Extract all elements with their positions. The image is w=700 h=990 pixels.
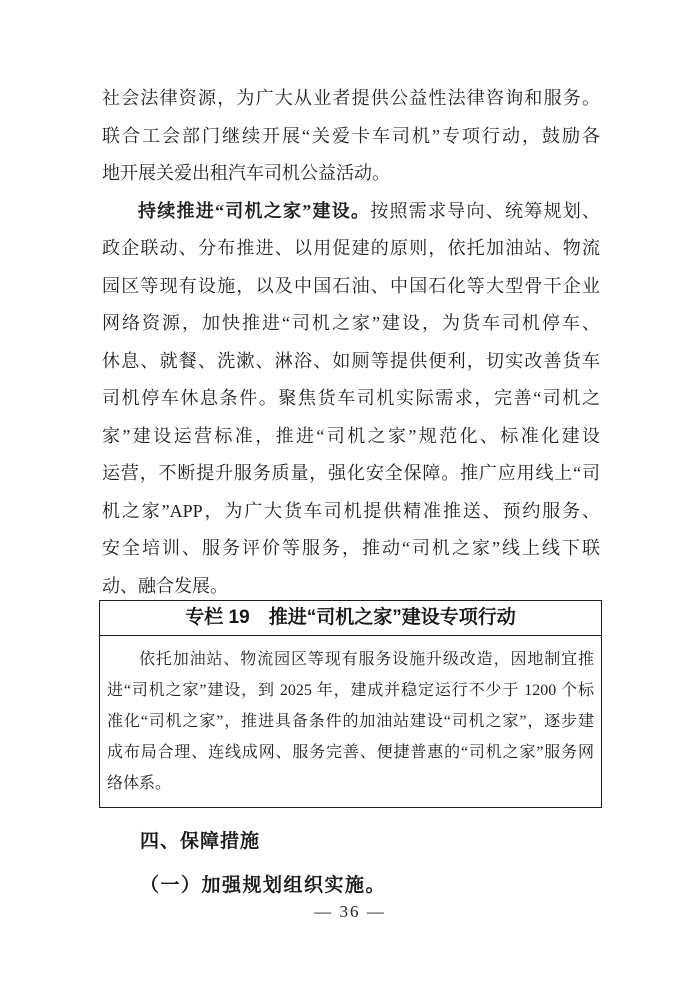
text-line: 政企联动、分布推进、以用促建的原则，依托加油站、物流 (102, 238, 600, 258)
paragraph-lead-rest: 按照需求导向、统筹规划、 (370, 200, 600, 221)
text-line: 网络资源，加快推进“司机之家”建设，为货车司机停车、 (102, 313, 600, 333)
box-text-line: 进“司机之家”建设，到 2025 年，建成并稳定运行不少于 1200 个标 (107, 682, 594, 699)
feature-box-column-19 (99, 600, 602, 808)
text-line: 地开展关爱出租汽车司机公益活动。 (102, 163, 390, 183)
text-line: 运营，不断提升服务质量，强化安全保障。推广应用线上“司 (102, 463, 600, 483)
text-line (102, 193, 600, 231)
section-heading: 四、保障措施 (140, 831, 261, 852)
text-line: 社会法律资源，为广大从业者提供公益性法律咨询和服务。 (102, 88, 600, 108)
sub-section-heading: （一）加强规划组织实施。 (140, 875, 387, 896)
feature-box-title: 专栏 19 推进“司机之家”建设专项行动 (100, 601, 601, 636)
box-text-line: 成布局合理、连线成网、服务完善、便捷普惠的“司机之家”服务网 (107, 744, 594, 761)
text-line: 司机停车休息条件。聚焦货车司机实际需求，完善“司机之 (102, 388, 600, 408)
text-line: 休息、就餐、洗漱、淋浴、如厕等提供便利，切实改善货车 (102, 350, 600, 371)
text-line: 园区等现有设施，以及中国石油、中国石化等大型骨干企业 (102, 275, 600, 296)
page-number: — 36 — (314, 902, 386, 921)
box-text-line: 依托加油站、物流园区等现有服务设施升级改造，因地制宜推 (139, 651, 594, 668)
text-line: 安全培训、服务评价等服务，推动“司机之家”线上线下联 (102, 538, 600, 558)
box-text-line: 准化“司机之家”，推进具备条件的加油站建设“司机之家”，逐步建 (107, 713, 594, 730)
box-text-line: 络体系。 (107, 775, 172, 792)
paragraph-lead-bold: 持续推进“司机之家”建设。 (138, 200, 371, 221)
text-line: 机之家”APP，为广大货车司机提供精准推送、预约服务、 (102, 500, 600, 521)
text-line: 联合工会部门继续开展“关爱卡车司机”专项行动，鼓励各 (102, 125, 600, 146)
text-line: 家”建设运营标准，推进“司机之家”规范化、标准化建设 (102, 425, 600, 446)
feature-box-body (100, 636, 601, 799)
body-text (102, 80, 600, 605)
text-line: 动、融合发展。 (102, 575, 228, 596)
